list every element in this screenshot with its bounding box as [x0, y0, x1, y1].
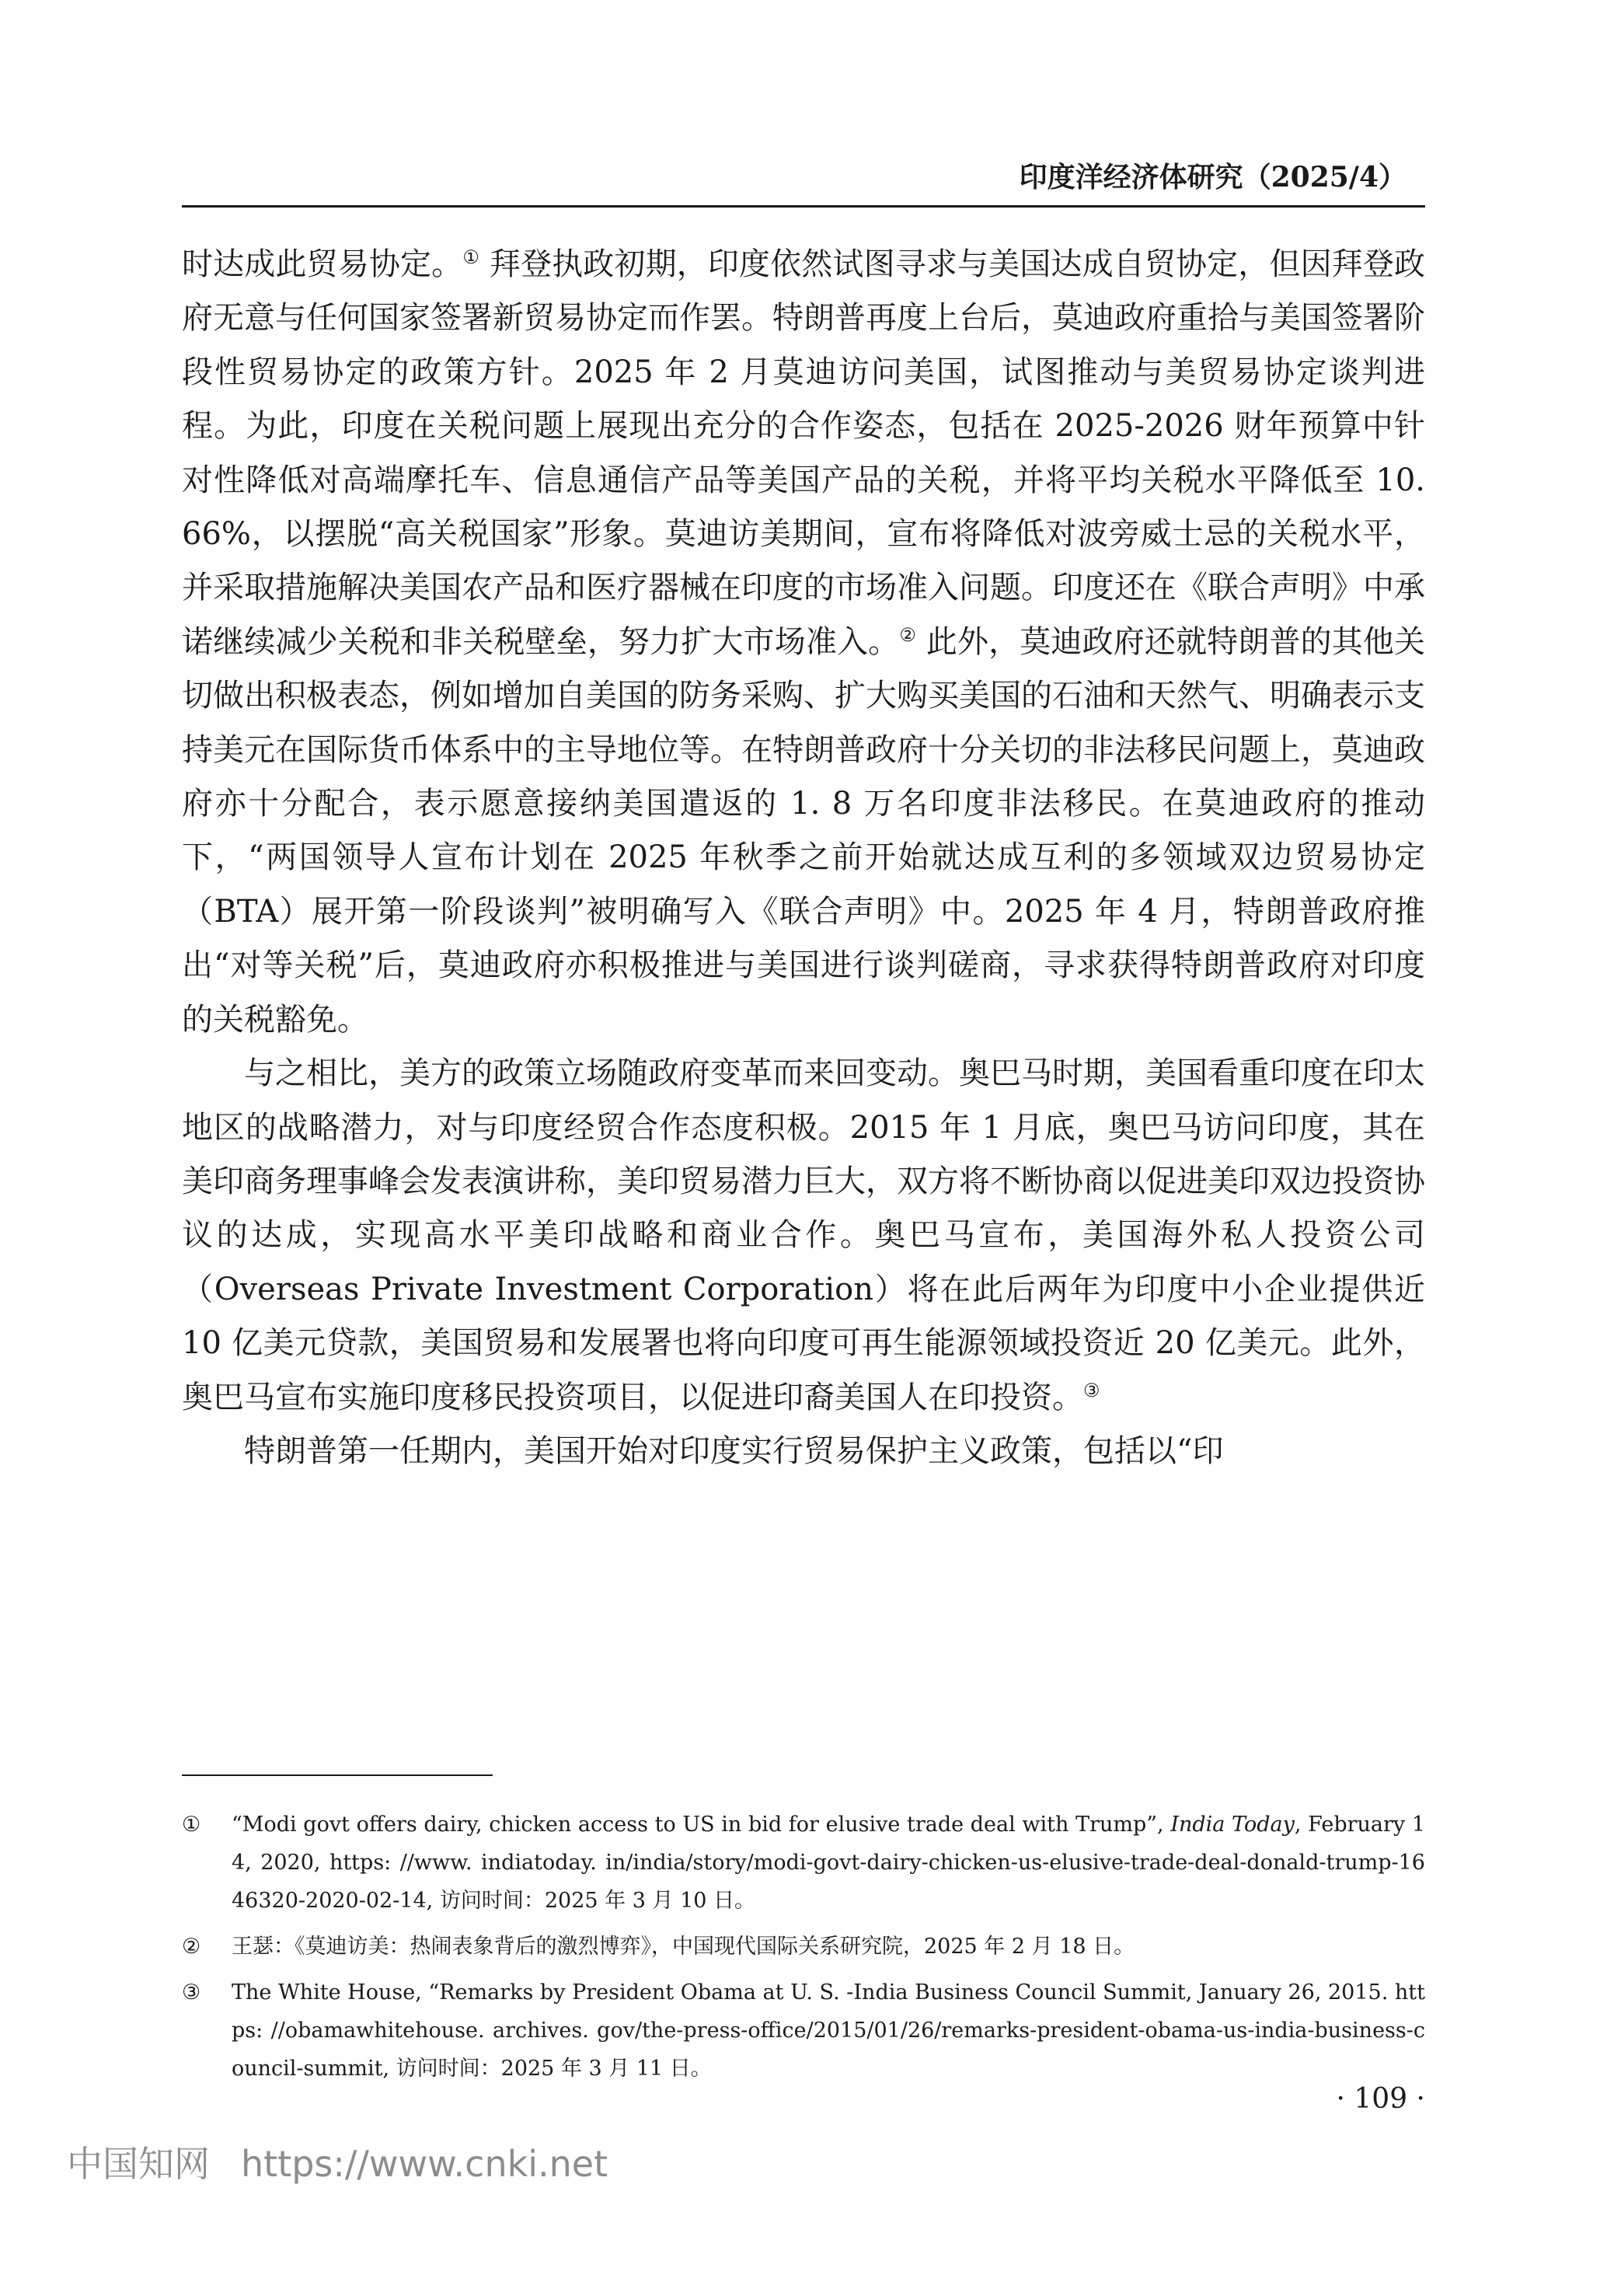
- footnote-rule: [182, 1774, 493, 1776]
- footnote-3-text: The White House, “Remarks by President Obama at U. S. -India Business Council Summit, January 26, 2015. https: //obamawhitehouse. archives. gov/the-press-office/2015/01/26/remarks-president-obama-us-india-business-council-summit, 访问时间：2025 年 3 月 11 日。: [232, 1980, 1425, 2081]
- page-number: · 109 ·: [1336, 2083, 1425, 2115]
- footnote-2: [182, 1928, 1425, 1966]
- footnote-ref-3[interactable]: ③: [1083, 1379, 1100, 1401]
- paragraph-2: [182, 1047, 1425, 1425]
- footnotes: [182, 1806, 1425, 2095]
- watermark-brand: 中国知网: [67, 2143, 210, 2185]
- paragraph-1-part-c: 此外，莫迪政府还就特朗普的其他关切做出积极表态，例如增加自美国的防务采购、扩大购买美国的石油和天然气、明确表示支持美元在国际货币体系中的主导地位等。在特朗普政府十分关切的非法移民问题上，莫迪政府亦十分配合，表示愿意接纳美国遣返的 1. 8 万名印度非法移民。在莫迪政府的推动下，“两国领导人宣布计划在 2025 年秋季之前开始就达成互利的多领域双边贸易协定（BTA）展开第一阶段谈判”被明确写入《联合声明》中。2025 年 4 月，特朗普政府推出“对等关税”后，莫迪政府亦积极推进与美国进行谈判磋商，寻求获得特朗普政府对印度的关税豁免。: [182, 623, 1426, 1038]
- footnote-1-source: India Today: [1170, 1813, 1295, 1837]
- footnote-1: [182, 1806, 1425, 1920]
- footnote-1-post: , February 14, 2020, https: //www. indiatoday. in/india/story/modi-govt-dairy-chicken-us-elusive-trade-deal-donald-trump-1646320-2020-02-14, 访问时间：2025 年 3 月 10 日。: [232, 1813, 1425, 1913]
- paragraph-2-part-a: 与之相比，美方的政策立场随政府变革而来回变动。奥巴马时期，美国看重印度在印太地区的战略潜力，对与印度经贸合作态度积极。2015 年 1 月底，奥巴马访问印度，其在美印商务理事峰会发表演讲称，美印贸易潜力巨大，双方将不断协商以促进美印双边投资协议的达成，实现高水平美印战略和商业合作。奥巴马宣布，美国海外私人投资公司（Overseas Private Investment Corporation）将在此后两年为印度中小企业提供近 10 亿美元贷款，美国贸易和发展署也将向印度可再生能源领域投资近 20 亿美元。此外，奥巴马宣布实施印度移民投资项目，以促进印裔美国人在印投资。: [182, 1056, 1425, 1415]
- running-header: 印度洋经济体研究（2025/4）: [1019, 161, 1407, 194]
- footnote-1-text: [232, 1806, 1425, 1920]
- watermark: [67, 2136, 608, 2187]
- paragraph-1: [182, 238, 1425, 1047]
- paragraph-3-part-a: 特朗普第一任期内，美国开始对印度实行贸易保护主义政策，包括以“印: [244, 1432, 1224, 1469]
- paragraph-1-part-a: 时达成此贸易协定。: [182, 246, 463, 282]
- footnote-ref-2[interactable]: ②: [899, 623, 916, 646]
- paragraph-3: [182, 1425, 1425, 1478]
- footnote-3: [182, 1973, 1425, 2088]
- paragraph-1-part-b: 拜登执政初期，印度依然试图寻求与美国达成自贸协定，但因拜登政府无意与任何国家签署新贸易协定而作罢。特朗普再度上台后，莫迪政府重拾与美国签署阶段性贸易协定的政策方针。2025 年 2 月莫迪访问美国，试图推动与美贸易协定谈判进程。为此，印度在关税问题上展现出充分的合作姿态，包括在 2025-2026 财年预算中针对性降低对高端摩托车、信息通信产品等美国产品的关税，并将平均关税水平降低至 10. 66%，以摆脱“高关税国家”形象。莫迪访美期间，宣布将降低对波旁威士忌的关税水平，并采取措施解决美国农产品和医疗器械在印度的市场准入问题。印度还在《联合声明》中承诺继续减少关税和非关税壁垒，努力扩大市场准入。: [182, 246, 1426, 660]
- footnote-ref-1[interactable]: ①: [462, 246, 479, 268]
- header-rule: [182, 205, 1425, 208]
- body-text: [182, 238, 1425, 1478]
- footnote-2-number: ②: [182, 1935, 201, 1959]
- footnote-2-text: 王瑟：《莫迪访美：热闹表象背后的激烈博弈》，中国现代国际关系研究院，2025 年 2 月 18 日。: [232, 1935, 1135, 1959]
- footnote-1-number: ①: [182, 1813, 201, 1837]
- footnote-3-number: ③: [182, 1980, 201, 2005]
- footnote-1-pre: “Modi govt offers dairy, chicken access to US in bid for elusive trade deal with Trump”,: [232, 1813, 1171, 1837]
- watermark-url: https://www.cnki.net: [241, 2143, 608, 2185]
